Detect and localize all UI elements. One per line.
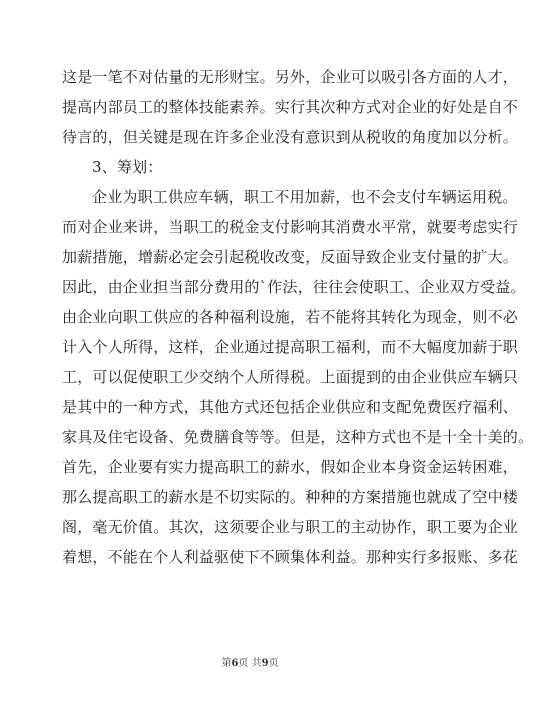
text-line: 企业为职工供应车辆，职工不用加薪，也不会支付车辆运用税。 <box>92 188 518 206</box>
footer-middle: 页 共 <box>238 658 262 669</box>
text-line: 着想，不能在个人利益驱使下不顾集体利益。那种实行多报账、多花 <box>62 548 519 566</box>
text-line: 工，可以促使职工少交纳个人所得税。上面提到的由企业供应车辆只 <box>62 368 519 386</box>
text-line: 那么提高职工的薪水是不切实际的。种种的方案措施也就成了空中楼 <box>62 488 519 506</box>
page-footer <box>0 657 500 671</box>
text-line: 是其中的一种方式，其他方式还包括企业供应和支配免费医疗福利、 <box>62 398 519 416</box>
document-body <box>62 62 533 572</box>
text-line: 提高内部员工的整体技能素养。实行其次种方式对企业的好处是自不 <box>62 98 519 116</box>
paragraph-2 <box>62 182 533 572</box>
footer-prefix: 第 <box>221 658 232 669</box>
current-page-number: 6 <box>231 658 239 669</box>
text-line: 阁，毫无价值。其次，这须要企业与职工的主动协作，职工要为企业 <box>62 518 519 536</box>
section-heading: 3、筹划： <box>92 158 163 176</box>
footer-suffix: 页 <box>268 658 279 669</box>
text-line: 这是一笔不对估量的无形财宝。另外，企业可以吸引各方面的人才， <box>62 68 519 86</box>
paragraph-1 <box>62 62 519 152</box>
text-line: 首先，企业要有实力提高职工的薪水，假如企业本身资金运转困难， <box>62 458 519 476</box>
text-line: 计入个人所得，这样，企业通过提高职工福利，而不大幅度加薪于职 <box>62 338 519 356</box>
total-page-number: 9 <box>261 658 269 669</box>
text-line: 而对企业来讲，当职工的税金支付影响其消费水平常，就要考虑实行 <box>62 218 519 236</box>
text-line: 因此，由企业担当部分费用的`作法，往往会使职工、企业双方受益。 <box>62 278 526 296</box>
text-line: 家具及住宅设备、免费膳食等等。但是，这种方式也不是十全十美的。 <box>62 428 533 446</box>
text-line: 待言的，但关键是现在许多企业没有意识到从税收的角度加以分析。 <box>62 128 519 146</box>
text-line: 加薪措施，增薪必定会引起税收改变，反面导致企业支付量的扩大。 <box>62 248 519 266</box>
text-line: 由企业向职工供应的各种福利设施，若不能将其转化为现金，则不必 <box>62 308 519 326</box>
